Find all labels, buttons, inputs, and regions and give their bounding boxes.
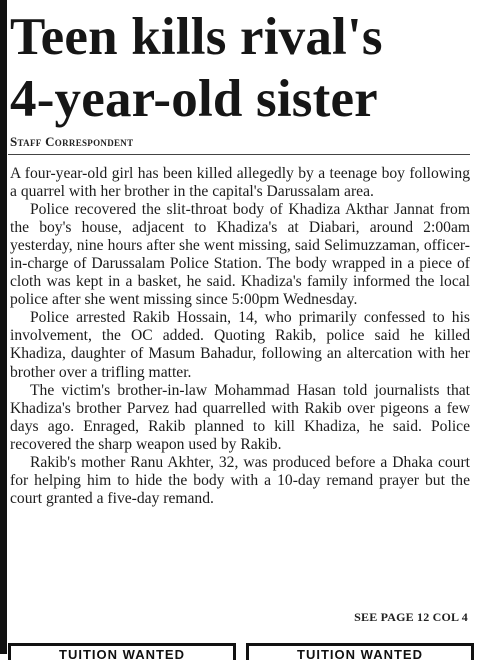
article-paragraph: Rakib's mother Ranu Akhter, 32, was produced before a Dhaka court for helping him to hide the body with a 10-day remand prayer but the court granted a five-day remand. [10,453,470,507]
ad-label: TUITION WANTED [59,647,185,662]
continuation-note: SEE PAGE 12 COL 4 [354,610,468,624]
byline: Staff Correspondent [10,134,134,149]
classified-ad-box [8,643,236,660]
ad-label: TUITION WANTED [297,647,423,662]
article-paragraph: The victim's brother-in-law Mohammad Hasan told journalists that Khadiza's brother Parvez had quarrelled with Rakib over pigeons a few days ago. Enraged, Rakib planned to kill Khadiza, he said. Police recovered the sharp weapon used by Rakib. [10,381,470,453]
article-paragraph: A four-year-old girl has been killed allegedly by a teenage boy following a quarrel with her brother in the capital's Darussalam area. [10,165,470,201]
column-rule [0,0,7,654]
headline-line-1: Teen kills rival's [10,8,383,66]
article-paragraph: Police recovered the slit-throat body of Khadiza Akthar Jannat from the boy's house, adjacent to Khadiza's at Diabari, around 2:00am yesterday, nine hours after she went missing, said Selimuzzaman, officer-in-charge of Darussalam Police Station. The body wrapped in a piece of cloth was kept in a basket, he said. Khadiza's family informed the local police after she went missing since 5:00pm Wednesday. [10,201,470,309]
classified-ad-box [246,643,474,660]
article-paragraph: Police arrested Rakib Hossain, 14, who primarily confessed to his involvement, the OC added. Quoting Rakib, police said he killed Khadiza, daughter of Masum Bahadur, following an altercation with her brother over a trifling matter. [10,309,470,381]
headline [10,6,476,130]
byline-divider [8,154,470,155]
article-body [10,165,470,508]
headline-line-2: 4-year-old sister [10,70,378,128]
